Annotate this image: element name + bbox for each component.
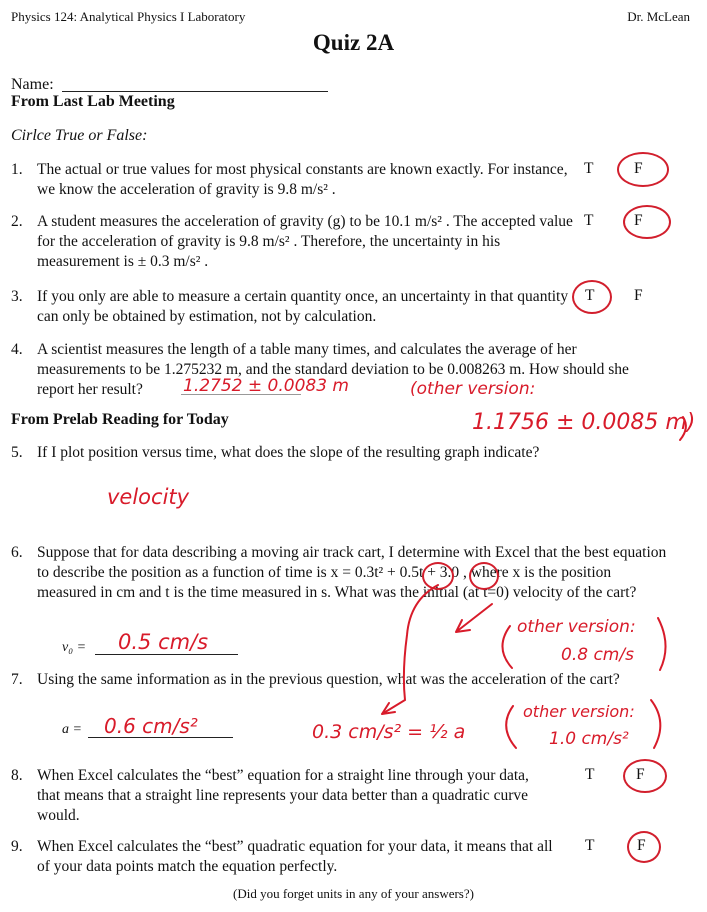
- instructor-name: Dr. McLean: [627, 9, 690, 24]
- name-label: Name:: [11, 76, 54, 93]
- q8-answer-circle: [623, 759, 667, 793]
- q7-other-version-value: 1.0 cm/s²: [549, 729, 629, 749]
- quiz-title: Quiz 2A: [312, 30, 395, 55]
- q2-true[interactable]: T: [584, 212, 594, 229]
- q8-true[interactable]: T: [585, 766, 595, 783]
- q4-answer: 1.2752 ± 0.0083 m: [183, 376, 349, 396]
- q9-answer-circle: [627, 831, 661, 863]
- a-label: a =: [62, 722, 82, 737]
- q7-work: 0.3 cm/s² = ½ a: [312, 721, 466, 743]
- q8-false[interactable]: F: [636, 766, 645, 783]
- course-title: Physics 124: Analytical Physics I Laboratory: [11, 9, 246, 24]
- q2-false[interactable]: F: [634, 212, 643, 229]
- q6-arrow-acceleration: [382, 585, 438, 714]
- q9-true[interactable]: T: [585, 837, 595, 854]
- section-heading-prelab: From Prelab Reading for Today: [11, 411, 229, 428]
- q4-other-version-label: (other version:: [410, 379, 536, 399]
- q3-true[interactable]: T: [585, 287, 595, 304]
- q9-false[interactable]: F: [637, 837, 646, 854]
- q6-other-version-label: other version:: [517, 617, 636, 637]
- q7-answer: 0.6 cm/s²: [104, 714, 198, 738]
- q6-other-version-value: 0.8 cm/s: [561, 645, 634, 665]
- q1-false[interactable]: F: [634, 160, 643, 177]
- q3-false[interactable]: F: [634, 287, 643, 304]
- q4-other-version-value: 1.1756 ± 0.0085 m): [472, 410, 696, 435]
- instructions: Cirlce True or False:: [11, 127, 148, 144]
- q6-answer: 0.5 cm/s: [118, 630, 209, 654]
- q6-arrow-velocity: [456, 604, 492, 632]
- q6-other-close-paren: [658, 618, 666, 670]
- q7-other-version-label: other version:: [523, 702, 635, 721]
- v0-label: v₀ =: [62, 640, 87, 655]
- q5-answer: velocity: [107, 485, 190, 509]
- q4-other-bracket: [680, 417, 686, 440]
- q6-other-open-paren: [502, 626, 512, 668]
- q7-other-close-paren: [651, 700, 660, 748]
- footer-reminder: (Did you forget units in any of your answers?): [233, 886, 474, 901]
- section-heading-last-lab: From Last Lab Meeting: [11, 93, 175, 110]
- q1-true[interactable]: T: [584, 160, 594, 177]
- q7-other-open-paren: [506, 706, 516, 748]
